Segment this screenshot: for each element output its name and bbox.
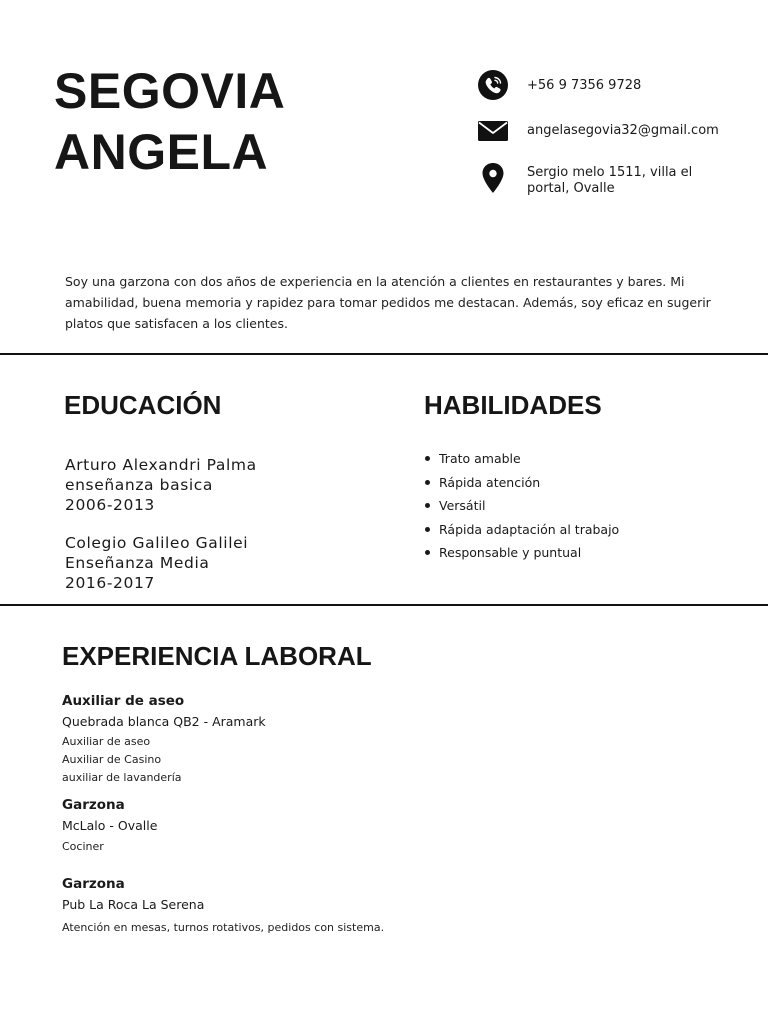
skill-item: Rápida adaptación al trabajo [425,518,619,542]
education-level: enseñanza basica [65,476,214,494]
job-company: Pub La Roca La Serena [62,897,205,912]
profile-summary [65,271,735,334]
job-title: Garzona [62,797,125,813]
education-school: Arturo Alexandri Palma [65,456,257,474]
section-divider [0,353,768,355]
contact-phone[interactable]: +56 9 7356 9728 [527,78,642,93]
education-years: 2016-2017 [65,574,155,592]
skill-item: Rápida atención [425,471,619,495]
job-detail-line: Cociner [62,840,104,853]
job-detail-line: Atención en mesas, turnos rotativos, pedidos con sistema. [62,921,385,934]
skill-item: Trato amable [425,447,619,471]
job-detail-line: auxiliar de lavandería [62,771,182,784]
education-level: Enseñanza Media [65,554,210,572]
section-divider [0,604,768,606]
location-pin-icon [476,161,510,195]
education-years: 2006-2013 [65,496,155,514]
name-line-2: ANGELA [54,124,269,180]
job-title: Garzona [62,876,125,892]
email-icon [476,114,510,148]
job-detail-line: Auxiliar de Casino [62,753,162,766]
summary-line: Soy una garzona con dos años de experiencia en la atención a clientes en restaurantes y bares. Mi [65,274,685,289]
job-details [62,838,104,856]
job-title: Auxiliar de aseo [62,693,185,709]
job-detail-line: Auxiliar de aseo [62,735,151,748]
experience-title: EXPERIENCIA LABORAL [62,641,372,671]
summary-line: amabilidad, buena memoria y rapidez para tomar pedidos me destacan. Además, soy eficaz en sugerir [65,295,711,310]
job-company: McLalo - Ovalle [62,818,158,833]
skills-title: HABILIDADES [424,390,602,420]
name-line-1: SEGOVIA [54,63,286,119]
contact-email[interactable]: angelasegovia32@gmail.com [527,123,719,138]
job-company: Quebrada blanca QB2 - Aramark [62,714,266,729]
education-title: EDUCACIÓN [64,390,222,420]
contact-address-line-2: portal, Ovalle [527,181,615,196]
phone-icon [476,68,510,102]
skill-item: Responsable y puntual [425,541,619,565]
education-entry [65,455,257,515]
contact-address-line-1: Sergio melo 1511, villa el [527,165,693,180]
education-entry [65,533,248,593]
summary-line: platos que satisfacen a los clientes. [65,316,288,331]
skill-item: Versátil [425,494,619,518]
job-details [62,733,182,787]
job-details [62,919,384,937]
skills-list [425,447,619,565]
education-school: Colegio Galileo Galilei [65,534,249,552]
